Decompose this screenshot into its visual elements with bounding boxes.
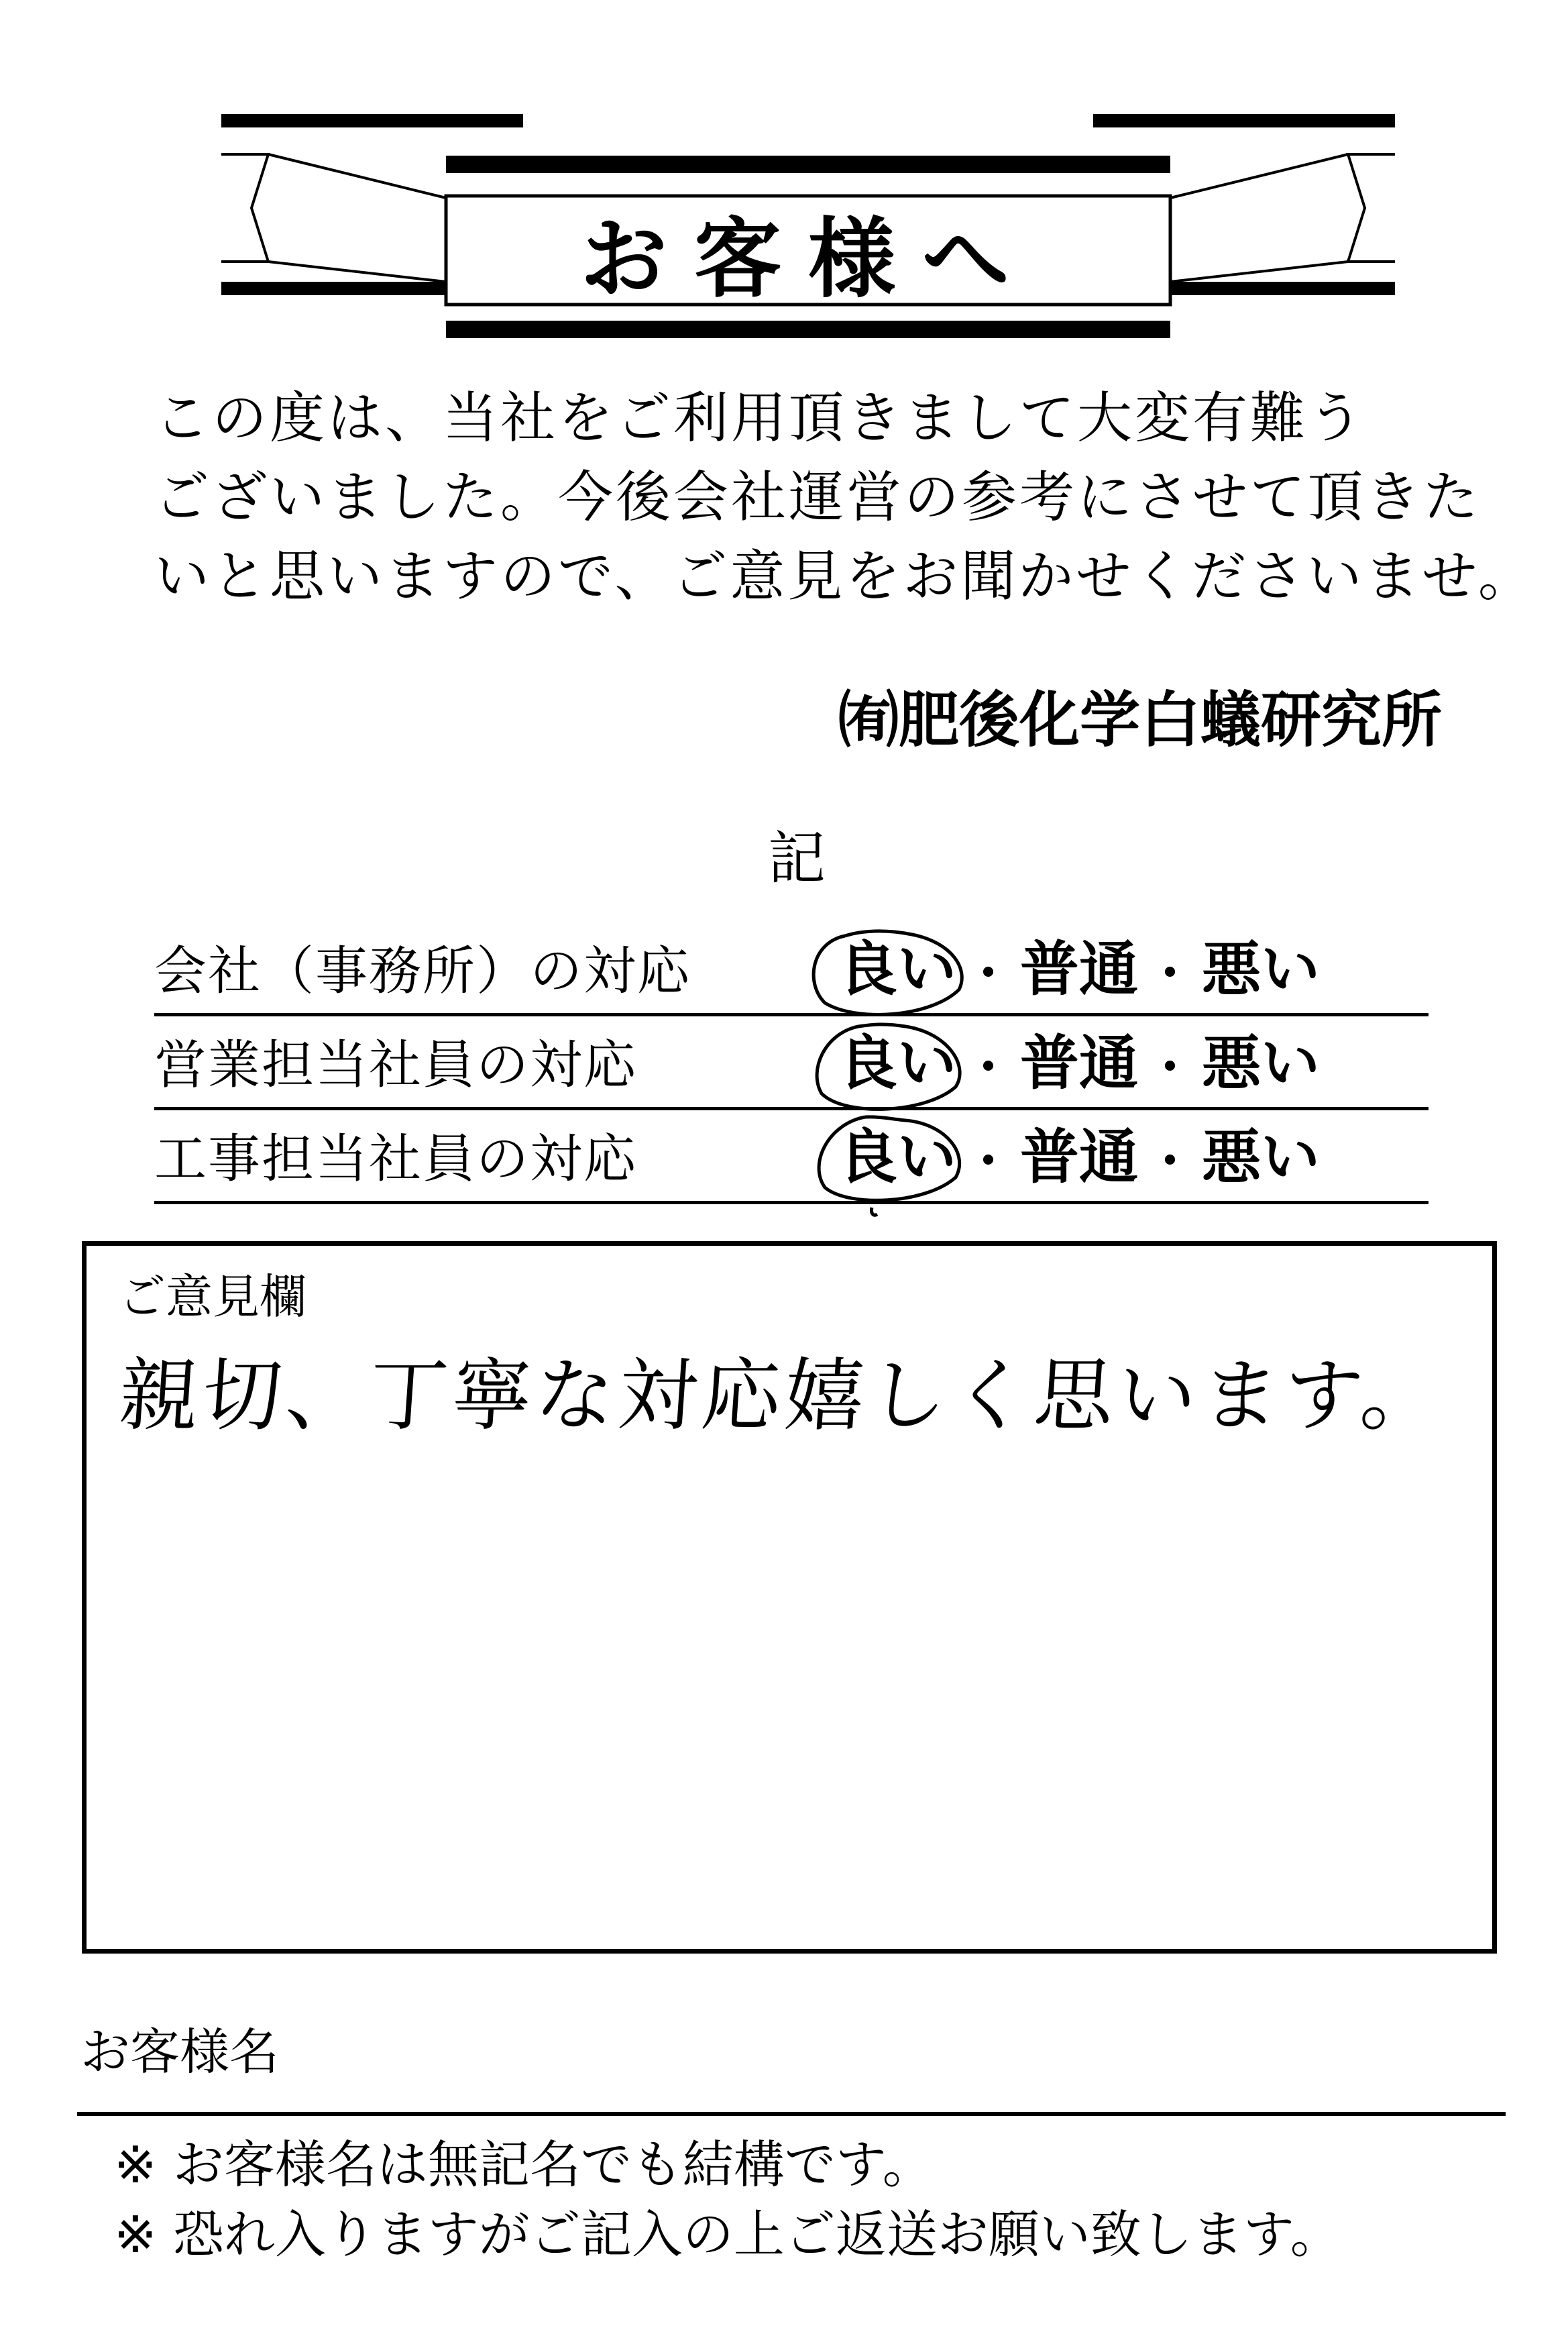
company-name: ㈲肥後化学白蟻研究所 <box>838 685 1442 755</box>
option-normal[interactable]: 普通 <box>1020 1028 1139 1098</box>
intro-paragraph <box>154 379 1536 617</box>
option-normal[interactable]: 普通 <box>1020 934 1139 1004</box>
rating-label: 営業担当社員の対応 <box>154 1035 638 1096</box>
intro-line: いと思いますので、ご意見をお聞かせくださいませ。 <box>154 545 1536 608</box>
separator: ・ <box>1146 1133 1194 1189</box>
option-bad[interactable]: 悪い <box>1202 1122 1321 1191</box>
separator: ・ <box>964 1133 1012 1189</box>
rating-row-sales <box>154 1016 1429 1110</box>
option-bad[interactable]: 悪い <box>1202 1028 1321 1098</box>
option-good[interactable]: 良い <box>838 1028 957 1098</box>
rating-label: 会社（事務所）の対応 <box>154 941 691 1002</box>
customer-name-line[interactable] <box>77 2112 1506 2116</box>
separator: ・ <box>964 945 1012 1001</box>
option-good[interactable]: 良い <box>838 1122 957 1191</box>
separator: ・ <box>964 1039 1012 1095</box>
ki-heading: 記 <box>768 825 826 892</box>
rating-options <box>838 922 1320 1007</box>
page-title: お客様へ <box>579 207 1036 310</box>
footnotes <box>114 2130 1341 2270</box>
option-good[interactable]: 良い <box>838 934 957 1004</box>
handwritten-comment: 親切、丁寧な対応嬉しく思います。 <box>116 1349 1447 1442</box>
option-normal[interactable]: 普通 <box>1020 1122 1139 1191</box>
customer-name-label: お客様名 <box>80 2023 279 2081</box>
rating-row-construction <box>154 1110 1429 1204</box>
separator: ・ <box>1146 1039 1194 1095</box>
rating-options <box>838 1110 1320 1195</box>
footnote: ※ お客様名は無記名でも結構です。 <box>114 2135 934 2194</box>
separator: ・ <box>1146 945 1194 1001</box>
comment-label: ご意見欄 <box>119 1269 306 1324</box>
intro-line: ございました。今後会社運営の参考にさせて頂きた <box>154 466 1481 529</box>
rating-label: 工事担当社員の対応 <box>154 1129 638 1189</box>
comment-box[interactable] <box>82 1241 1497 1954</box>
option-bad[interactable]: 悪い <box>1202 934 1321 1004</box>
intro-line: この度は、当社をご利用頂きまして大変有難う <box>154 386 1366 450</box>
rating-row-office <box>154 922 1429 1016</box>
rating-underline <box>154 1201 1429 1204</box>
footnote: ※ 恐れ入りますがご記入の上ご返送お願い致します。 <box>114 2204 1341 2264</box>
rating-options <box>838 1016 1320 1101</box>
